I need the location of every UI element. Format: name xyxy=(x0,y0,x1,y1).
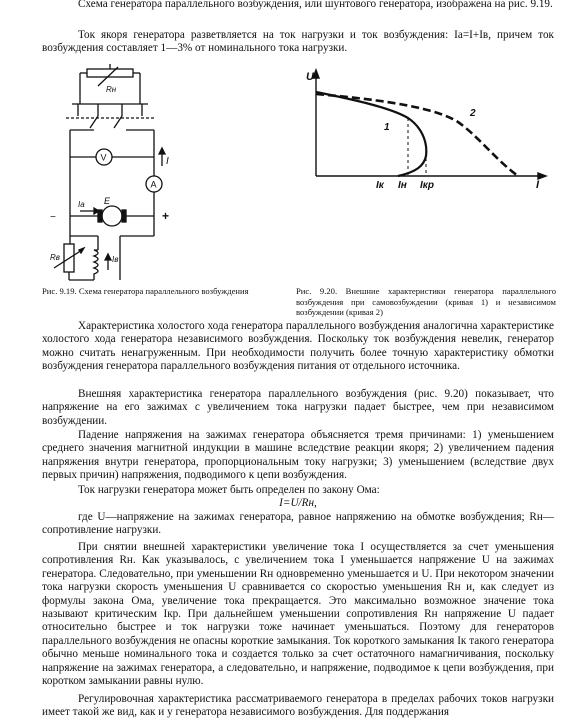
in-label: Iн xyxy=(398,180,407,190)
intro-paragraph: Схема генератора параллельного возбуждения, или шунтового генератора, изображена на рис. 9.19. xyxy=(78,0,553,10)
current-split-paragraph: Ток якоря генератора разветвляется на ток нагрузки и ток возбуждения: Iа=I+Iв, причем ток возбуждения составляет 1—3% от номинального тока нагрузки. xyxy=(42,29,554,55)
i-label: I xyxy=(166,156,169,167)
rv-label: Rв xyxy=(50,253,60,262)
figure-9-20-external-characteristics xyxy=(296,64,556,190)
ohm-law-formula: I=U/Rн, xyxy=(279,497,317,509)
formula-explanation: где U—напряжение на зажимах генератора, равное напряжению на обмотке возбуждения; Rн—сопротивление нагрузки. xyxy=(42,511,554,537)
field-winding xyxy=(94,246,98,280)
figure-9-20-caption: Рис. 9.20. Внешние характеристики генератора параллельного возбуждения при самовозбуждении (кривая 1) и независимом возбуждении (кривая 2) xyxy=(296,286,556,317)
ik-label: Iк xyxy=(376,180,384,190)
iv-label: Iв xyxy=(112,255,119,264)
load-resistor xyxy=(87,69,133,77)
voltage-drop-paragraph: Падение напряжения на зажимах генератора объясняется тремя причинами: 1) уменьшением среднего значения магнитной индукции в машине вследствие реакции якоря; 2) увеличением падения напряжения внутри генератора, пропорциональным току нагрузки; 3) уменьшением (вследствие двух первых причин) напряжения, подводимого к цепи возбуждения. xyxy=(42,429,554,482)
ikr-label: Iкр xyxy=(420,180,434,190)
figure-9-19-circuit xyxy=(42,64,182,286)
figure-9-19-caption: Рис. 9.19. Схема генератора параллельного возбуждения xyxy=(42,286,249,296)
ammeter-label: A xyxy=(150,179,157,190)
minus-terminal-label: − xyxy=(50,212,56,223)
plus-terminal-label: + xyxy=(162,209,170,223)
u-axis-label: U xyxy=(306,71,314,83)
removal-paragraph: При снятии внешней характеристики увеличение тока I осуществляется за счет уменьшения сопротивления Rн. Как указывалось, с увеличением тока I уменьшается напряжение U на зажимах генератора. Следовательно, при уменьшении Rн одновременно уменьшается и U. При некотором значении тока нагрузки скорость уменьшения U сравнивается со скоростью уменьшения Rн и, как следует из формулы закона Ома, увеличение тока прекращается. Это максимально возможное значение тока называют критическим Iкр. При дальнейшем уменьшении сопротивления Rн напряжение U падает относительно быстрее и ток нагрузки тоже начинает уменьшаться. Поэтому для генераторов параллельного возбуждения не опасны короткие замыкания. Ток короткого замыкания Iк такого генератора обычно меньше номинального тока и создается только за счет остаточного намагничивания, поскольку напряжение на зажимах генератора, а следовательно, и напряжение, подводимое к цепи возбуждения, при коротком замыкании равны нулю. xyxy=(42,541,554,688)
voltmeter-label: V xyxy=(100,152,107,163)
no-load-paragraph: Характеристика холостого хода генератора параллельного возбуждения аналогична характеристике холостого хода генератора независимого возбуждения. Поскольку ток возбуждения невелик, генератор можно считать ненагруженным. При необходимости получить более точную характеристику обмотки возбуждения генератора параллельного возбуждения питания от отдельного источника. xyxy=(42,320,554,373)
curve-2-label: 2 xyxy=(470,108,476,119)
curve-2-independent-excitation xyxy=(316,94,518,176)
regulation-paragraph: Регулировочная характеристика рассматриваемого генератора в пределах рабочих токов нагрузки имеет такой же вид, как и у генератора независимого возбуждения. Для поддержания xyxy=(42,693,554,719)
generator-armature xyxy=(102,206,122,226)
rn-label: Rн xyxy=(106,85,117,94)
curve-1-label: 1 xyxy=(384,122,390,133)
i-axis-label: I xyxy=(536,179,540,190)
ia-label: Iа xyxy=(78,200,85,209)
external-characteristic-paragraph: Внешняя характеристика генератора параллельного возбуждения (рис. 9.20) показывает, что напряжение на его зажимах с увеличением тока нагрузки падает быстрее, чем при независимом возбуждении. xyxy=(42,388,554,427)
curve-1-self-excitation xyxy=(316,92,426,176)
ohm-law-intro: Ток нагрузки генератора может быть определен по закону Ома: xyxy=(78,484,380,496)
e-label: E xyxy=(104,196,111,206)
